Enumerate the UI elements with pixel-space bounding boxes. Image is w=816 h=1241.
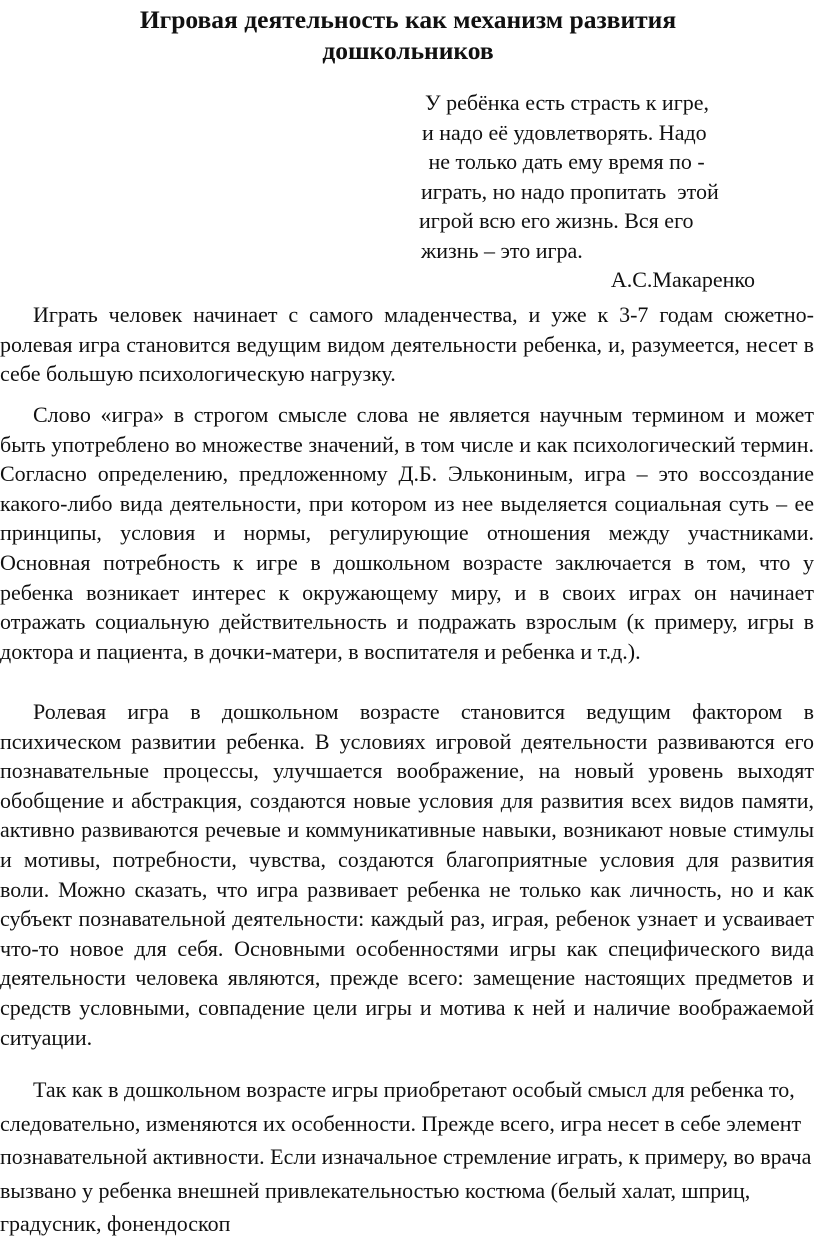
epigraph-line: играть, но надо пропитать этой [421, 178, 719, 204]
epigraph [415, 88, 775, 295]
epigraph-author: А.С.Макаренко [610, 267, 755, 292]
epigraph-line: жизнь – это игра. [421, 237, 583, 263]
body-paragraph: Ролевая игра в дошкольном возрасте становится ведущим фактором в психическом развитии ребенка. В условиях игровой деятельности развиваются его познавательные процессы, улучшается воображение, на новый уровень выходят обобщение и абстракция, создаются новые условия для развития всех видов памяти, активно развиваются речевые и коммуникативные навыки, возникают новые стимулы и мотивы, потребности, чувства, создаются благоприятные условия для развития воли. Можно сказать, что игра развивает ребенка не только как личность, но и как субъект познавательной деятельности: каждый раз, играя, ребенок узнает и усваивает что-то новое для себя. Основными особенностями игры как специфического вида деятельности человека являются, прежде всего: замещение настоящих предметов и средств условными, совпадение цели игры и мотива к ней и наличие воображаемой ситуации. [0, 699, 814, 1050]
epigraph-line: игрой всю его жизнь. Вся его [419, 208, 694, 233]
body-paragraph: Играть человек начинает с самого младенчества, и уже к 3-7 годам сюжетно-ролевая игра становится ведущим видом деятельности ребенка, и, разумеется, несет в себе большую психологическую нагрузку. [0, 302, 814, 387]
body-paragraph: Так как в дошкольном возрасте игры приобретают особый смысл для ребенка то, следовательно, изменяются их особенности. Прежде всего, игра несет в себе элемент познавательной активности. Если изначальное стремление играть, к примеру, во врача вызвано у ребенка внешней привлекательностью костюма (белый халат, шприц, градусник, фонендоскоп [0, 1077, 812, 1236]
body-paragraph: Слово «игра» в строгом смысле слова не является научным термином и может быть употреблено во множестве значений, в том числе и как психологический термин. Согласно определению, предложенному Д.Б. Элькониным, игра – это воссоздание какого-либо вида деятельности, при котором из нее выделяется социальная суть – ее принципы, условия и нормы, регулирующие отношения между участниками. Основная потребность к игре в дошкольном возрасте заключается в том, что у ребенка возникает интерес к окружающему миру, и в своих играх он начинает отражать социальную действительность и подражать взрослым (к примеру, игры в доктора и пациента, в дочки-матери, в воспитателя и ребенка и т.д.). [0, 402, 814, 664]
title-line-2: дошкольников [322, 36, 494, 65]
document-title [0, 4, 816, 66]
epigraph-line: У ребёнка есть страсть к игре, [425, 90, 709, 115]
epigraph-line: не только дать ему время по - [423, 149, 705, 174]
epigraph-line: и надо её удовлетворять. Надо [422, 119, 707, 145]
title-line-1: Игровая деятельность как механизм развития [139, 5, 677, 34]
